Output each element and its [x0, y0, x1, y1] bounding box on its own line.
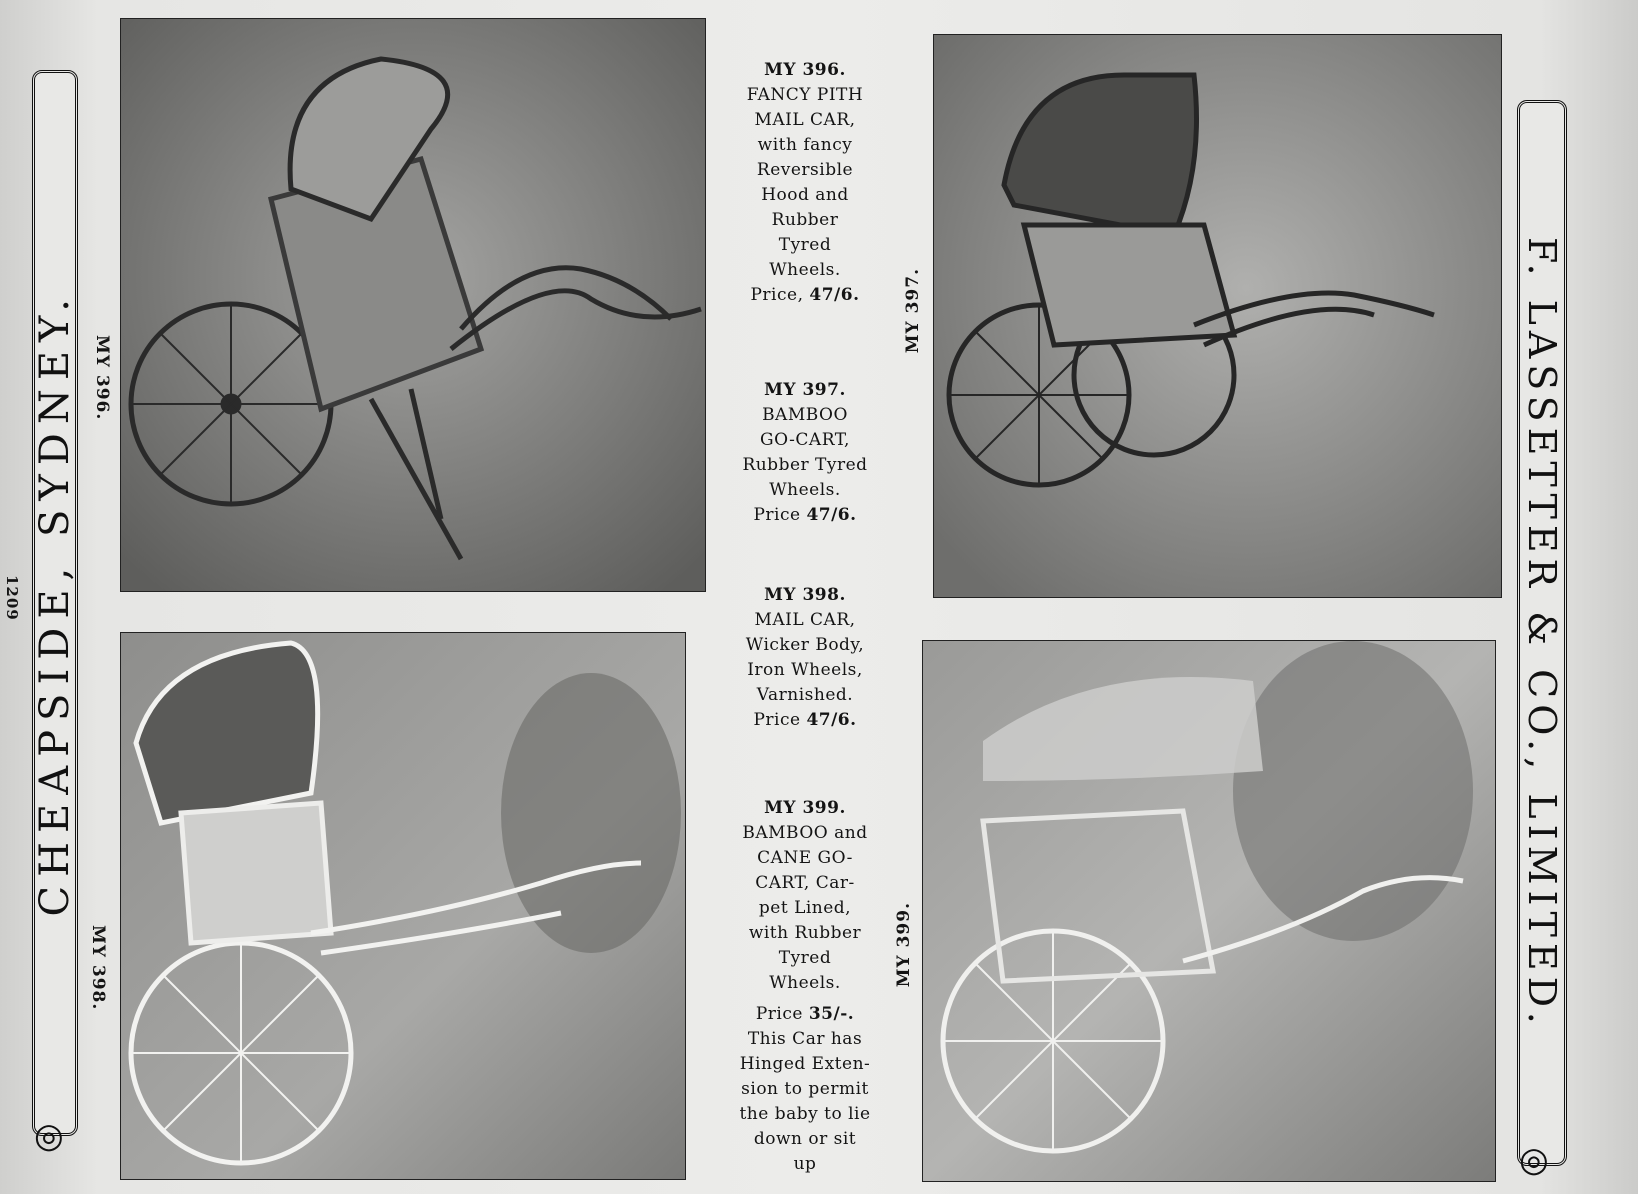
- desc-line: the baby to lie: [739, 1104, 871, 1124]
- desc-line: Wheels.: [769, 260, 841, 280]
- desc-line: This Car has: [747, 1029, 863, 1049]
- bamboo-cane-go-cart-illustration: [923, 641, 1495, 1181]
- item-description-397: [720, 378, 890, 528]
- desc-line: up: [793, 1154, 817, 1174]
- photo-caption-399: MY 399.: [894, 902, 914, 988]
- price-line: [720, 1002, 890, 1027]
- desc-line: Reversible: [756, 160, 854, 180]
- photo-caption-397: MY 397.: [903, 268, 923, 354]
- left-banner: [32, 70, 78, 1136]
- desc-line: BAMBOO and: [742, 823, 868, 843]
- photo-my-396-mail-car: [120, 18, 706, 592]
- desc-line: Hood and: [761, 185, 849, 205]
- item-code: MY 396.: [764, 60, 846, 80]
- left-banner-text: CHEAPSIDE, SYDNEY.: [32, 289, 78, 917]
- desc-line: with fancy: [757, 135, 853, 155]
- item-description-396: [720, 58, 890, 308]
- price-label: Price: [753, 505, 801, 525]
- desc-line: pet Lined,: [758, 898, 852, 918]
- item-description-399: [720, 796, 890, 1177]
- bamboo-go-cart-illustration: [934, 35, 1501, 597]
- price-label: Price: [753, 710, 801, 730]
- photo-caption-398: MY 398.: [88, 925, 108, 1011]
- scroll-ornament-bottom-left: ◎: [34, 1116, 64, 1156]
- price-label: Price: [755, 1004, 803, 1024]
- photo-caption-396: MY 396.: [92, 335, 112, 421]
- desc-line: down or sit: [753, 1129, 857, 1149]
- item-description-398: [720, 583, 890, 733]
- price-line: [720, 503, 890, 528]
- photo-my-397-bamboo-go-cart: [933, 34, 1502, 598]
- desc-line: Tyred: [778, 235, 832, 255]
- desc-line: GO-CART,: [760, 430, 850, 450]
- desc-line: Iron Wheels,: [747, 660, 863, 680]
- desc-line: MAIL CAR,: [754, 110, 856, 130]
- item-code: MY 399.: [764, 798, 846, 818]
- desc-line: Rubber Tyred: [742, 455, 868, 475]
- desc-line: Rubber: [771, 210, 839, 230]
- desc-line: Wheels.: [769, 973, 841, 993]
- item-code: MY 397.: [764, 380, 846, 400]
- price-value: 35/-.: [808, 1004, 855, 1024]
- right-banner-text: F. LASSETTER & CO., LIMITED.: [1520, 236, 1564, 1030]
- desc-line: BAMBOO: [762, 405, 848, 425]
- price-label: Price,: [750, 285, 804, 305]
- item-code: MY 398.: [764, 585, 846, 605]
- right-banner: [1517, 100, 1567, 1166]
- desc-line: MAIL CAR,: [754, 610, 856, 630]
- wicker-mail-car-illustration: [121, 633, 685, 1179]
- page-number: 1209: [3, 575, 21, 621]
- desc-line: Hinged Exten-: [739, 1054, 871, 1074]
- scroll-ornament-bottom-right: ◎: [1519, 1140, 1549, 1180]
- price-line: [720, 708, 890, 733]
- desc-line: FANCY PITH: [746, 85, 864, 105]
- photo-my-399-bamboo-cane-go-cart: [922, 640, 1496, 1182]
- desc-line: CART, Car-: [755, 873, 855, 893]
- price-line: [720, 283, 890, 308]
- desc-line: CANE GO-: [757, 848, 853, 868]
- desc-line: with Rubber: [748, 923, 862, 943]
- desc-line: Wicker Body,: [745, 635, 865, 655]
- mail-car-illustration: [121, 19, 705, 591]
- desc-line: Tyred: [778, 948, 832, 968]
- desc-line: Wheels.: [769, 480, 841, 500]
- desc-line: Varnished.: [756, 685, 854, 705]
- price-value: 47/6.: [806, 505, 857, 525]
- price-value: 47/6.: [806, 710, 857, 730]
- photo-my-398-mail-car-wicker: [120, 632, 686, 1180]
- desc-line: sion to permit: [741, 1079, 869, 1099]
- price-value: 47/6.: [809, 285, 860, 305]
